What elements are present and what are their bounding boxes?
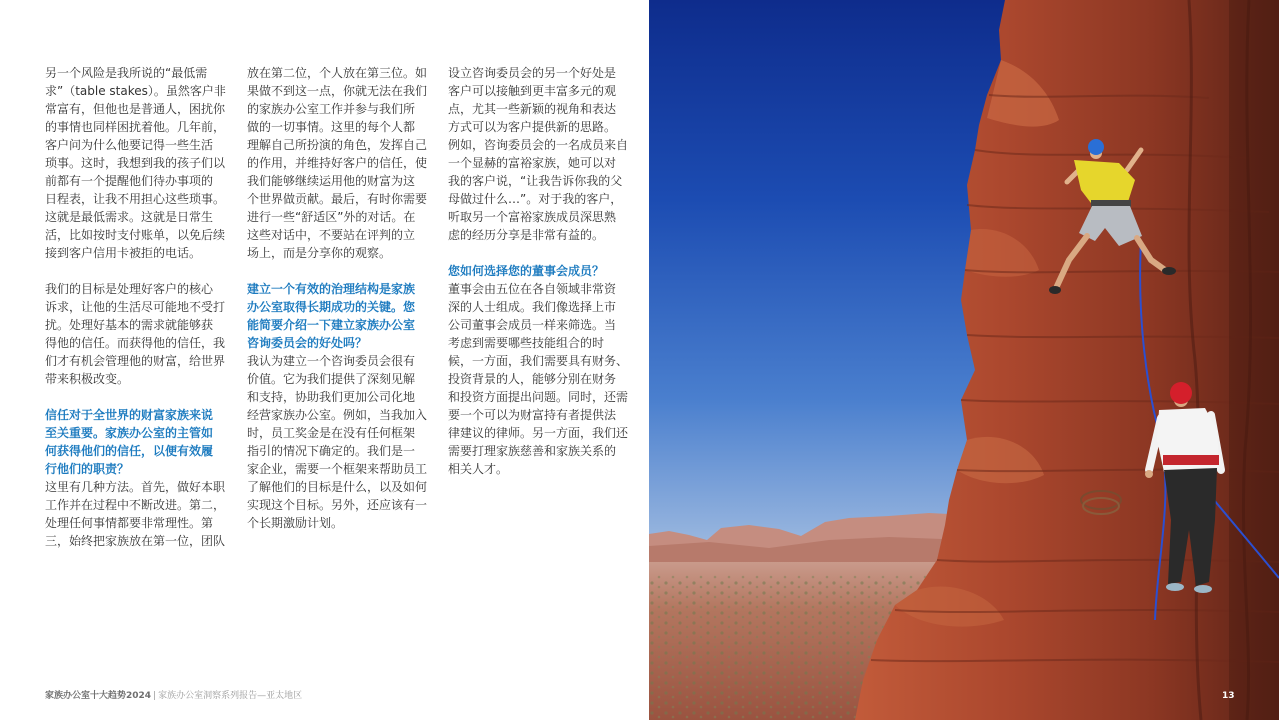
text-line: 例如，咨询委员会的一名成员来自 (448, 138, 629, 152)
text-line: 家企业，需要一个框架来帮助员工 (247, 462, 428, 476)
text-column (45, 64, 237, 550)
text-line: 我的客户说，“让我告诉你我的父 (448, 174, 623, 188)
page-number: 13 (1222, 691, 1235, 701)
text-line: 们才有机会管理他的财富，给世界 (45, 354, 226, 368)
article-section (45, 64, 237, 262)
article-section (45, 406, 237, 550)
text-line: 做的一切事情。这里的每个人都 (247, 120, 416, 134)
text-line: 得他的信任。而获得他的信任，我 (45, 336, 226, 350)
text-line: 我们的目标是处理好客户的核心 (45, 282, 214, 296)
text-line: 前都有一个提醒他们待办事项的 (45, 174, 214, 188)
text-line: 董事会由五位在各自领域非常资 (448, 282, 617, 296)
text-line: 至关重要。家族办公室的主管如 (45, 426, 214, 440)
paragraph (247, 64, 439, 262)
text-line: 建立一个有效的治理结构是家族 (247, 282, 416, 296)
text-line: 设立咨询委员会的另一个好处是 (448, 66, 617, 80)
text-line: 考虑到需要哪些技能组合的时 (448, 336, 605, 350)
text-line: 日程表，让我不用担心这些琐事。 (45, 192, 226, 206)
text-line: 个长期激励计划。 (247, 516, 344, 530)
article-section (247, 64, 439, 262)
paragraph (448, 64, 640, 244)
text-line: 这里有几种方法。首先，做好本职 (45, 480, 226, 494)
text-line: 诉求，让他的生活尽可能地不受打 (45, 300, 226, 314)
text-line: 听取另一个富裕家族成员深思熟 (448, 210, 617, 224)
footer-report-title: 家族办公室十大趋势2024 (45, 691, 152, 701)
article-section (247, 280, 439, 532)
text-line: 的作用，并维持好客户的信任，使 (247, 156, 428, 170)
text-line: 和支持，协助我们更加公司化地 (247, 390, 416, 404)
text-line: 方式可以为客户提供新的思路。 (448, 120, 617, 134)
text-line: 深的人士组成。我们像选择上市 (448, 300, 617, 314)
text-line: 个世界做贡献。最后，有时你需要 (247, 192, 428, 206)
climbing-photo (649, 0, 1279, 720)
section-heading (448, 262, 640, 280)
text-line: 理解自己所扮演的角色，发挥自己 (247, 138, 428, 152)
text-line: 候，一方面，我们需要具有财务、 (448, 354, 629, 368)
text-line: 虑的经历分享是非常有益的。 (448, 228, 605, 242)
text-line: 办公室取得长期成功的关键。您 (247, 300, 416, 314)
text-line: 要一个可以为财富持有者提供法 (448, 408, 617, 422)
article-section (448, 64, 640, 244)
text-line: 处理任何事情都要非常理性。第 (45, 516, 214, 530)
text-line: 投资背景的人，能够分别在财务 (448, 372, 617, 386)
text-line: 经营家族办公室。例如，当我加入 (247, 408, 428, 422)
text-line: 果做不到这一点，你就无法在我们 (247, 84, 428, 98)
paragraph (45, 478, 237, 550)
text-line: 了解他们的目标是什么，以及如何 (247, 480, 428, 494)
text-column (448, 64, 640, 478)
text-line: 我们能够继续运用他的财富为这 (247, 174, 416, 188)
text-line: 另一个风险是我所说的“最低需 (45, 66, 208, 80)
text-line: 三，始终把家族放在第一位，团队 (45, 534, 226, 548)
text-line: 您如何选择您的董事会成员？ (448, 264, 605, 278)
text-line: 何获得他们的信任，以便有效履 (45, 444, 214, 458)
text-line: 公司董事会成员一样来筛选。当 (448, 318, 617, 332)
text-line: 琐事。这时，我想到我的孩子们以 (45, 156, 226, 170)
page-footer (45, 690, 302, 702)
footer-separator: | (153, 691, 157, 701)
text-line: 带来积极改变。 (45, 372, 130, 386)
paragraph (448, 280, 640, 478)
article-section (45, 280, 237, 388)
paragraph (247, 352, 439, 532)
text-line: 价值。它为我们提供了深刻见解 (247, 372, 416, 386)
text-line: 场上，而是分享你的观察。 (247, 246, 392, 260)
text-line: 一个显赫的富裕家族，她可以对 (448, 156, 617, 170)
text-line: 客户问为什么他要记得一些生活 (45, 138, 214, 152)
text-line: 放在第二位，个人放在第三位。如 (247, 66, 428, 80)
text-line: 常富有，但他也是普通人，困扰你 (45, 102, 226, 116)
text-line: 实现这个目标。另外，还应该有一 (247, 498, 428, 512)
text-line: 咨询委员会的好处吗？ (247, 336, 368, 350)
text-line: 的事情也同样困扰着他。几年前， (45, 120, 226, 134)
footer-series-title: 家族办公室洞察系列报告—亚太地区 (158, 691, 303, 701)
text-line: 活，比如按时支付账单，以免后续 (45, 228, 226, 242)
section-heading (247, 280, 439, 352)
text-line: 我认为建立一个咨询委员会很有 (247, 354, 416, 368)
text-line: 需要打理家族慈善和家族关系的 (448, 444, 617, 458)
text-line: 和投资方面提出问题。同时，还需 (448, 390, 629, 404)
text-line: 相关人才。 (448, 462, 509, 476)
text-line: 客户可以接触到更丰富多元的观 (448, 84, 617, 98)
text-column (247, 64, 439, 532)
text-line: 扰。处理好基本的需求就能够获 (45, 318, 214, 332)
text-line: 母做过什么…”。对于我的客户， (448, 192, 623, 206)
paragraph (45, 280, 237, 388)
article-section (448, 262, 640, 478)
text-line: 工作并在过程中不断改进。第二， (45, 498, 226, 512)
text-line: 这些对话中，不要站在评判的立 (247, 228, 416, 242)
climbing-photo-artwork (649, 0, 1279, 720)
text-line: 行他们的职责？ (45, 462, 130, 476)
text-line: 进行一些“舒适区”外的对话。在 (247, 210, 416, 224)
paragraph (45, 64, 237, 262)
section-heading (45, 406, 237, 478)
text-line: 律建议的律师。另一方面，我们还 (448, 426, 629, 440)
text-line: 的家族办公室工作并参与我们所 (247, 102, 416, 116)
text-line: 信任对于全世界的财富家族来说 (45, 408, 214, 422)
text-line: 时，员工奖金是在没有任何框架 (247, 426, 416, 440)
text-line: 点，尤其一些新颖的视角和表达 (448, 102, 617, 116)
text-line: 求”（table stakes）。虽然客户非 (45, 84, 226, 98)
text-line: 指引的情况下确定的。我们是一 (247, 444, 416, 458)
text-line: 接到客户信用卡被拒的电话。 (45, 246, 202, 260)
text-line: 这就是最低需求。这就是日常生 (45, 210, 214, 224)
text-line: 能简要介绍一下建立家族办公室 (247, 318, 416, 332)
